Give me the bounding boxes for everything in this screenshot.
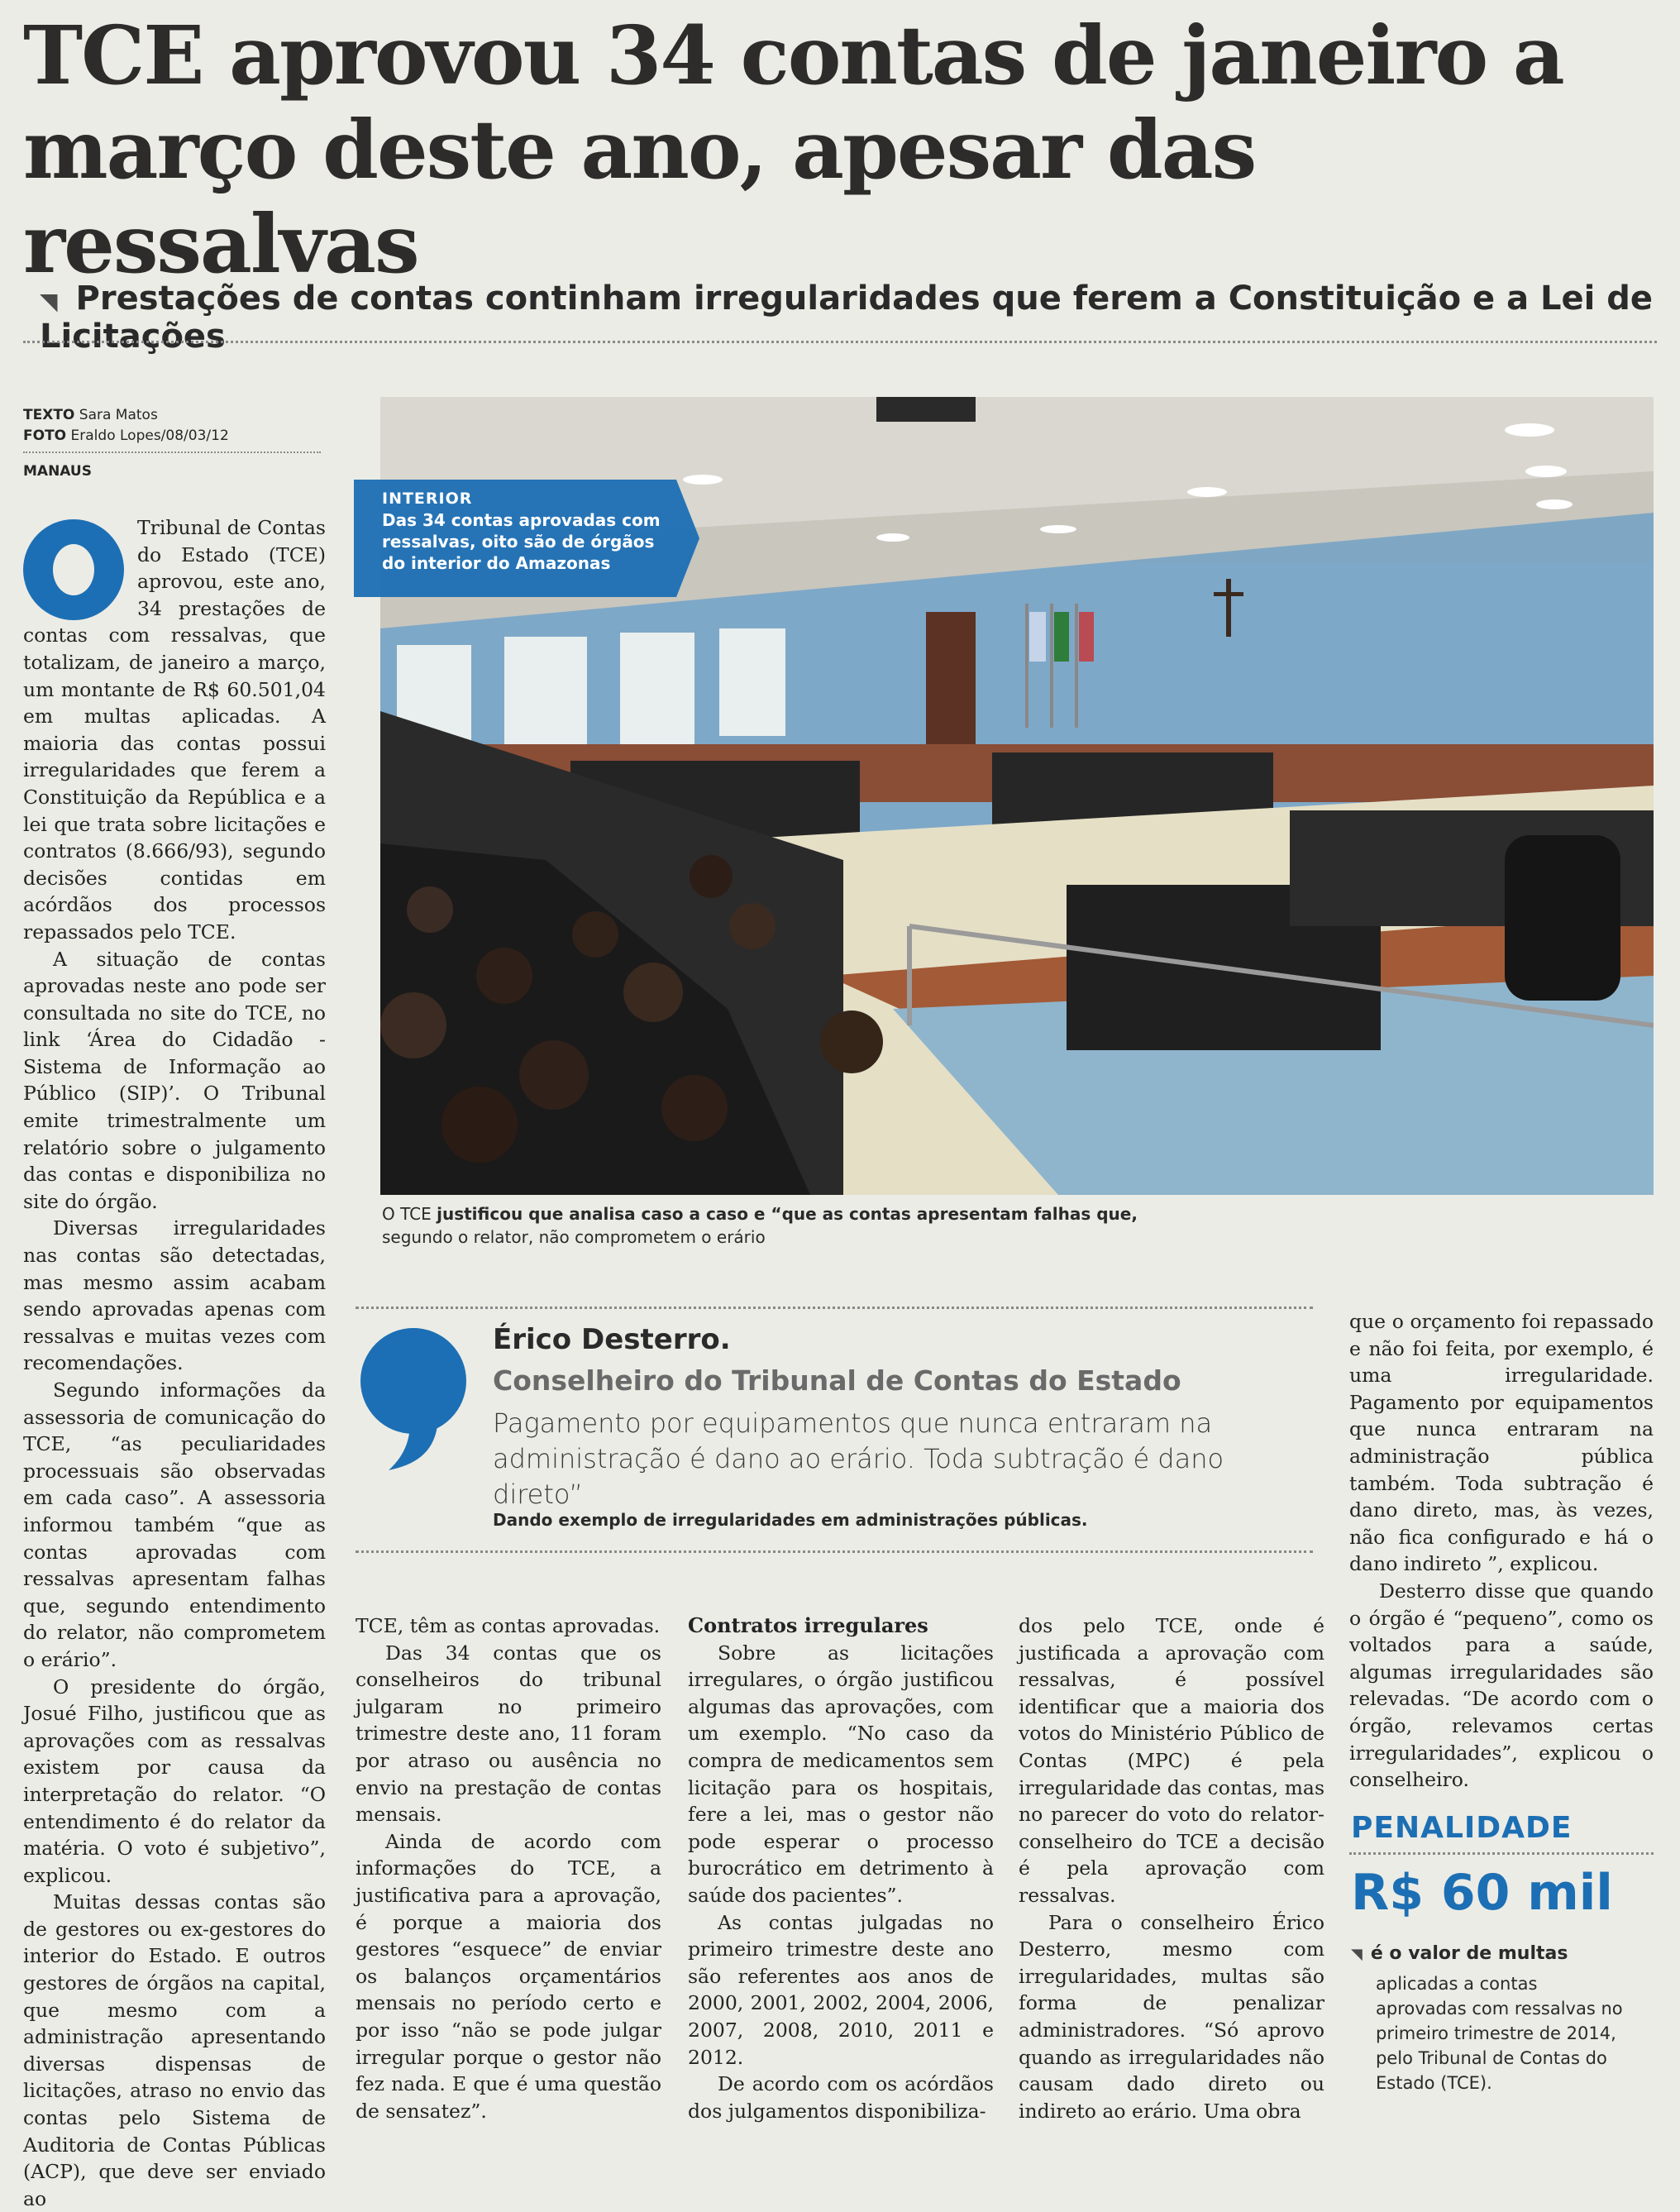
article-column-5 (1349, 1308, 1654, 1794)
overlay-kicker: INTERIOR (382, 490, 473, 508)
paragraph: Segundo informações da assessoria de comunicação do TCE, “as peculiaridades processuais são observadas em cada caso”. A assessoria informou também “que as contas aprovadas com ressalvas apresentam falhas que, segundo entendimento do relator, não comprometem o erário”. (23, 1378, 326, 1671)
article-column-3 (688, 1612, 994, 2124)
paragraph: Sobre as licitações irregulares, o órgão justificou algumas das aprovações, com um exemplo. “No caso da compra de medicamentos sem licitação para os hospitais, fere a lei, mas o gestor não pode esperar o processo burocrático em detrimento à saúde dos pacientes”. (688, 1641, 994, 1907)
quote-top-rule (356, 1307, 1313, 1309)
article-column-1 (23, 514, 326, 2212)
byline-photo-label: FOTO (23, 428, 67, 444)
penalty-description: aplicadas a contas aprovadas com ressalvas no primeiro trimestre de 2014, pelo Tribunal de Contas do Estado (TCE). (1376, 1974, 1623, 2093)
paragraph: De acordo com os acórdãos dos julgamentos disponibiliza- (688, 2072, 994, 2123)
quote-bottom-rule (356, 1550, 1313, 1553)
headline-line-1: TCE aprovou 34 contas de janeiro a (23, 8, 1563, 103)
caption-bold: justificou que analisa caso a caso e “que as contas apresentam falhas que, (437, 1204, 1138, 1224)
divider (23, 341, 1657, 343)
photo-caption (382, 1202, 1209, 1249)
paragraph: As contas julgadas no primeiro trimestre deste ano são referentes aos anos de 2000, 2001, 2002, 2004, 2006, 2007, 2008, 2010, 2011 e 2012. (688, 1910, 994, 2069)
quote-name: Érico Desterro. (493, 1323, 731, 1356)
penalty-title: PENALIDADE (1351, 1811, 1573, 1845)
paragraph: Das 34 contas que os conselheiros do tribunal julgaram no primeiro trimestre deste ano, 11 foram por atraso ou ausência no envio na prestação de contas mensais. (356, 1641, 661, 1827)
paragraph: Tribunal de Contas do Estado (TCE) aprovou, este ano, 34 prestações de contas com ressalvas, que totalizam, de janeiro a março, um montante de R$ 60.501,04 em multas aplicadas. A maioria das contas possui irregularidades que ferem a Constituição da República e a lei que trata sobre licitações e contratos (8.666/93), segundo decisões contidas em acórdãos dos processos repassados pelo TCE. (23, 516, 326, 944)
byline-photo-author: Eraldo Lopes/08/03/12 (70, 428, 229, 444)
paragraph: Muitas dessas contas são de gestores ou ex-gestores do interior do Estado. E outros gestores de órgãos na capital, que mesmo com a administração apresentando diversas dispensas de licitações, atraso no envio das contas pelo Sistema de Auditoria de Contas Públicas (ACP), que deve ser enviado ao (23, 1890, 326, 2210)
headline (23, 8, 1660, 291)
byline-divider (23, 451, 321, 453)
paragraph: Para o conselheiro Érico Desterro, mesmo com irregularidades, multas são forma de penalizar administradores. “Só aprovo quando as irregularidades não causam dado direto ou indireto ao erário. Uma obra (1019, 1910, 1324, 2123)
subheadline-text: Prestações de contas continham irregularidades que ferem a Constituição e a Lei de Licitações (40, 279, 1654, 356)
paragraph: Desterro disse que quando o órgão é “pequeno”, como os voltados para a saúde, algumas irregularidades são relevadas. “De acordo com o órgão, relevamos certas irregularidades”, explicou o conselheiro. (1349, 1579, 1654, 1792)
paragraph: dos pelo TCE, onde é justificada a aprovação com ressalvas, é possível identificar que a maioria dos votos do Ministério Público de Contas (MPC) é pela irregularidade das contas, mas no parecer do voto do relator-conselheiro do TCE a decisão é pela aprovação com ressalvas. (1019, 1614, 1324, 1907)
paragraph: O presidente do órgão, Josué Filho, justificou que as aprovações com as ressalvas existem por causa da interpretação do relator. “O entendimento é do relator da matéria. O voto é subjetivo”, explicou. (23, 1675, 326, 1887)
photo-overlay-text (382, 488, 680, 574)
dateline-city: MANAUS (23, 463, 92, 480)
quote-role: Conselheiro do Tribunal de Contas do Estado (493, 1364, 1181, 1397)
penalty-lead: ◥ é o valor de multas (1351, 1943, 1568, 1964)
paragraph: que o orçamento foi repassado e não foi feita, por exemplo, é uma irregularidade. Pagamento por equipamentos que nunca entraram na administração pública também. Toda subtração é dano direto, mas, às vezes, não fica configurado e há o dano indireto ”, explicou. (1349, 1310, 1654, 1576)
section-subhead: Contratos irregulares (688, 1613, 928, 1637)
paragraph: Ainda de acordo com informações do TCE, a justificativa para a aprovação, é porque a maioria dos gestores “esquece” de enviar os balanços orçamentários mensais no período certo e por isso “não se pode julgar irregular porque o gestor não fez nada. E que é uma questão de sensatez”. (356, 1829, 661, 2123)
subheadline (40, 279, 1660, 356)
byline (23, 405, 321, 447)
byline-text-author: Sara Matos (79, 407, 158, 423)
quote-note: Dando exemplo de irregularidades em administrações públicas. (493, 1510, 1088, 1530)
penalty-value: R$ 60 mil (1351, 1864, 1613, 1922)
article-column-4 (1019, 1612, 1324, 2124)
paragraph: TCE, têm as contas aprovadas. (356, 1614, 661, 1637)
triangle-bullet-icon: ◥ (40, 288, 58, 315)
byline-text-label: TEXTO (23, 407, 75, 423)
dropcap (23, 519, 124, 620)
caption-rest: segundo o relator, não comprometem o erário (382, 1227, 766, 1247)
headline-line-2: março deste ano, apesar das ressalvas (23, 103, 1256, 291)
quote-text: Pagamento por equipamentos que nunca entraram na administração é dano ao erário. Toda subtração é dano direto” (493, 1407, 1224, 1510)
quote-mark-icon (356, 1323, 471, 1472)
article-column-2 (356, 1612, 661, 2124)
paragraph: Diversas irregularidades nas contas são detectadas, mas mesmo assim acabam sendo aprovadas apenas com ressalvas e muitas vezes com recomendações. (23, 1216, 326, 1375)
paragraph: A situação de contas aprovadas neste ano pode ser consultada no site do TCE, no link ‘Área do Cidadão - Sistema de Informação ao Público (SIP)’. O Tribunal emite trimestralmente um relatório sobre o julgamento das contas e disponibiliza no site do órgão. (23, 947, 326, 1213)
overlay-body: Das 34 contas aprovadas com ressalvas, oito são de órgãos do interior do Amazonas (382, 510, 661, 573)
penalty-rule (1349, 1852, 1654, 1855)
caption-prefix: O TCE (382, 1204, 432, 1224)
triangle-bullet-icon: ◥ (1351, 1946, 1363, 1963)
